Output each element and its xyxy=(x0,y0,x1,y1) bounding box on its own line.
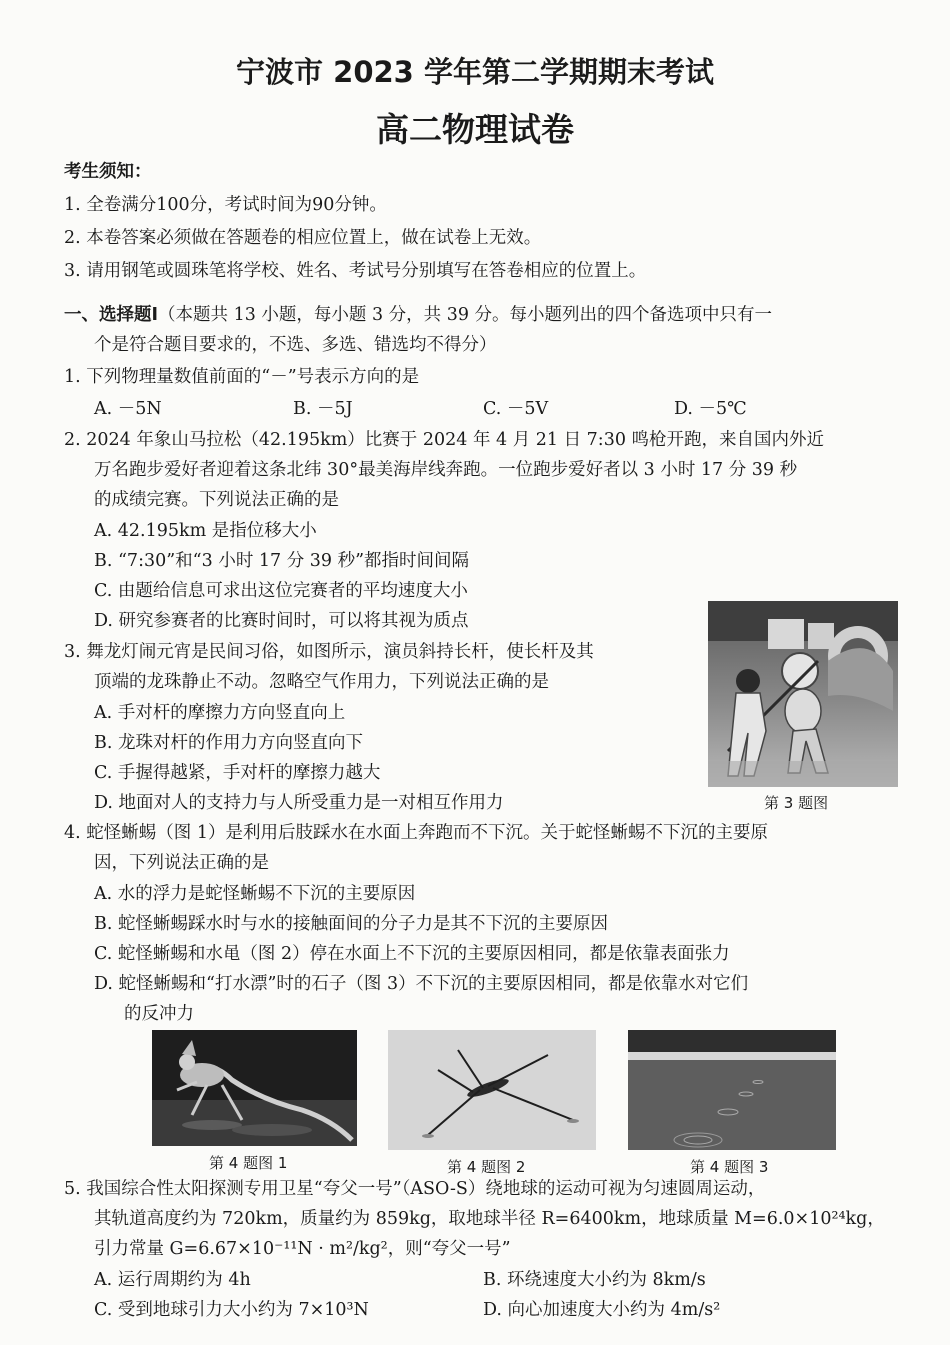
question-2-option-c: C. 由题给信息可求出这位完赛者的平均速度大小 xyxy=(94,581,468,601)
question-2-option-a: A. 42.195km 是指位移大小 xyxy=(94,521,317,541)
question-1-option-b: B. －5J xyxy=(293,399,353,419)
question-2-stem-cont: 万名跑步爱好者迎着这条北纬 30°最美海岸线奔跑。一位跑步爱好者以 3 小时 17 分 39 秒 xyxy=(94,460,798,480)
question-4-caption-1: 第 4 题图 1 xyxy=(209,1154,288,1172)
question-4-option-d-cont: 的反冲力 xyxy=(124,1004,194,1024)
notice-item: 2. 本卷答案必须做在答题卷的相应位置上，做在试卷上无效。 xyxy=(64,228,542,248)
question-1-option-d: D. －5℃ xyxy=(674,399,747,419)
question-2-option-b: B. “7:30”和“3 小时 17 分 39 秒”都指时间间隔 xyxy=(94,551,470,571)
notice-item: 1. 全卷满分100分，考试时间为90分钟。 xyxy=(64,195,387,215)
section-desc-cont: 个是符合题目要求的，不选、多选、错选均不得分） xyxy=(94,335,497,355)
stone-skipping-photo-icon xyxy=(628,1030,836,1150)
dragon-dance-photo-icon xyxy=(708,601,898,787)
question-3-photo xyxy=(708,601,898,787)
question-5-option-c: C. 受到地球引力大小约为 7×10³N xyxy=(94,1300,369,1320)
question-1-option-c: C. －5V xyxy=(483,399,549,419)
question-5-stem: 5. 我国综合性太阳探测专用卫星“夸父一号”（ASO-S）绕地球的运动可视为匀速圆周运动， xyxy=(64,1179,766,1199)
question-3-option-b: B. 龙珠对杆的作用力方向竖直向下 xyxy=(94,733,363,753)
question-4-option-c: C. 蛇怪蜥蜴和水黾（图 2）停在水面上不下沉的主要原因相同，都是依靠表面张力 xyxy=(94,944,730,964)
exam-title: 宁波市 2023 学年第二学期期末考试 xyxy=(236,55,714,89)
question-5-stem-cont: 引力常量 G=6.67×10⁻¹¹N · m²/kg²，则“夸父一号” xyxy=(94,1239,511,1259)
section-header xyxy=(64,303,772,327)
question-3-caption: 第 3 题图 xyxy=(764,794,829,812)
question-1-stem: 1. 下列物理量数值前面的“－”号表示方向的是 xyxy=(64,367,420,387)
question-5-option-a: A. 运行周期约为 4h xyxy=(94,1270,251,1290)
question-2-option-d: D. 研究参赛者的比赛时间时，可以将其视为质点 xyxy=(94,611,469,631)
question-4-option-d: D. 蛇怪蜥蜴和“打水漂”时的石子（图 3）不下沉的主要原因相同，都是依靠水对它们 xyxy=(94,974,749,994)
question-4-stem-cont: 因，下列说法正确的是 xyxy=(94,853,269,873)
question-2-stem: 2. 2024 年象山马拉松（42.195km）比赛于 2024 年 4 月 21 日 7:30 鸣枪开跑，来自国内外近 xyxy=(64,430,825,450)
question-3-stem-cont: 顶端的龙珠静止不动。忽略空气作用力，下列说法正确的是 xyxy=(94,672,549,692)
question-4-figure-3 xyxy=(628,1030,836,1150)
question-3-option-a: A. 手对杆的摩擦力方向竖直向上 xyxy=(94,703,346,723)
section-label: 一、选择题Ⅰ xyxy=(64,305,159,325)
question-4-stem: 4. 蛇怪蜥蜴（图 1）是利用后肢踩水在水面上奔跑而不下沉。关于蛇怪蜥蜴不下沉的主要原 xyxy=(64,823,768,843)
water-strider-photo-icon xyxy=(388,1030,596,1150)
section-desc: （本题共 13 小题，每小题 3 分，共 39 分。每小题列出的四个备选项中只有一 xyxy=(158,305,773,325)
question-4-option-b: B. 蛇怪蜥蜴踩水时与水的接触面间的分子力是其不下沉的主要原因 xyxy=(94,914,608,934)
question-4-caption-2: 第 4 题图 2 xyxy=(447,1158,526,1176)
question-4-figure-2 xyxy=(388,1030,596,1150)
notice-item: 3. 请用钢笔或圆珠笔将学校、姓名、考试号分别填写在答卷相应的位置上。 xyxy=(64,261,647,281)
question-3-option-c: C. 手握得越紧，手对杆的摩擦力越大 xyxy=(94,763,381,783)
question-5-stem-cont: 其轨道高度约为 720km，质量约为 859kg，取地球半径 R=6400km，地球质量 M=6.0×10²⁴kg， xyxy=(94,1209,885,1229)
lizard-photo-icon xyxy=(152,1030,357,1146)
question-5-option-b: B. 环绕速度大小约为 8km/s xyxy=(483,1270,706,1290)
question-4-caption-3: 第 4 题图 3 xyxy=(690,1158,769,1176)
question-5-option-d: D. 向心加速度大小约为 4m/s² xyxy=(483,1300,721,1320)
question-3-option-d: D. 地面对人的支持力与人所受重力是一对相互作用力 xyxy=(94,793,504,813)
question-1-option-a: A. －5N xyxy=(94,399,162,419)
question-3-stem: 3. 舞龙灯闹元宵是民间习俗，如图所示，演员斜持长杆，使长杆及其 xyxy=(64,642,594,662)
exam-subtitle: 高二物理试卷 xyxy=(376,110,574,149)
notice-heading: 考生须知： xyxy=(64,162,152,182)
question-4-figure-1 xyxy=(152,1030,357,1146)
question-2-stem-cont: 的成绩完赛。下列说法正确的是 xyxy=(94,490,339,510)
question-4-option-a: A. 水的浮力是蛇怪蜥蜴不下沉的主要原因 xyxy=(94,884,416,904)
